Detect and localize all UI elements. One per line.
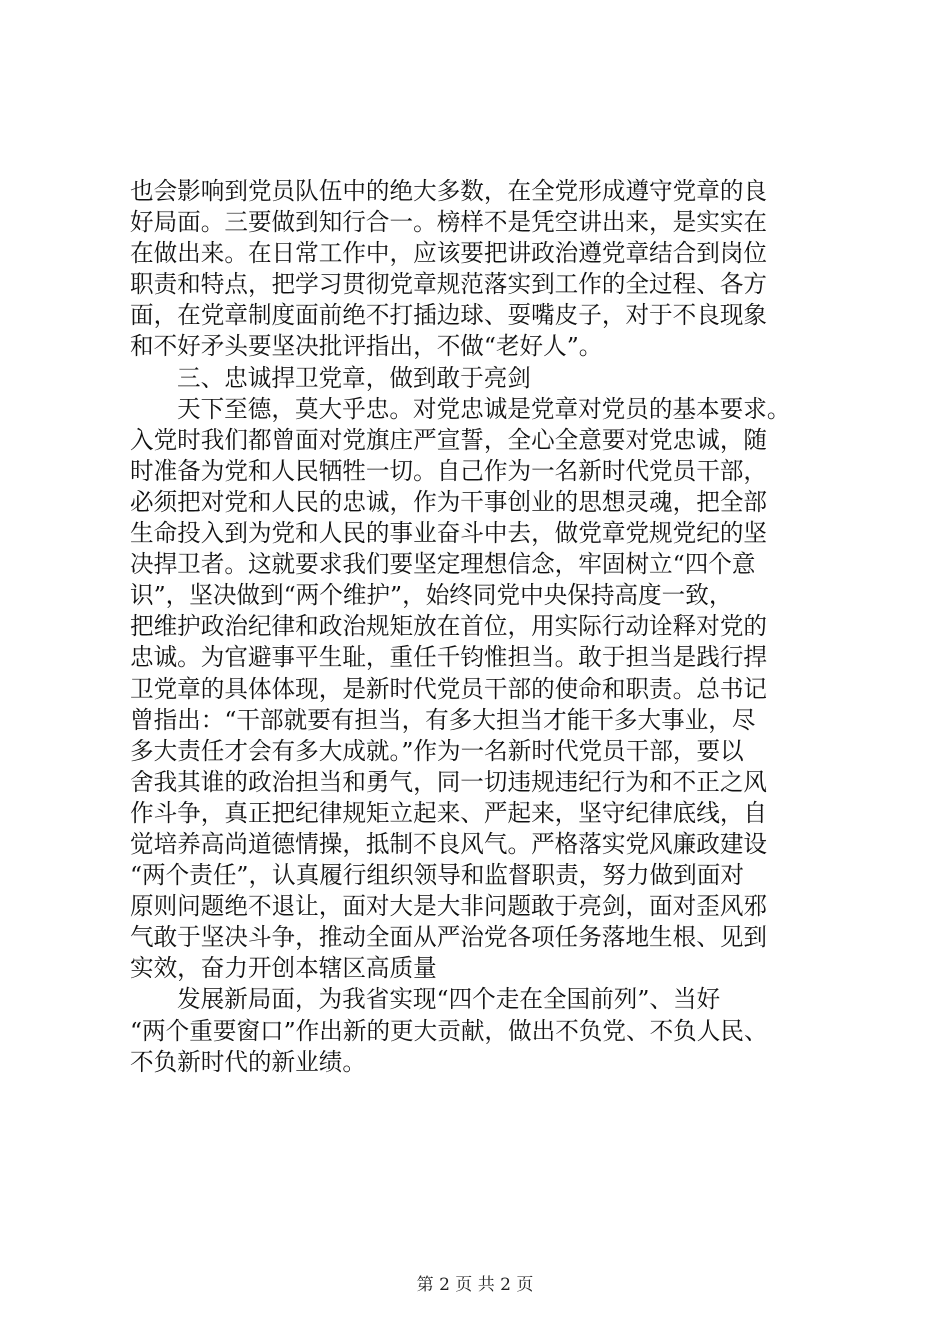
paragraph-line: 天下至德，莫大乎忠。对党忠诚是党章对党员的基本要求。 bbox=[177, 394, 791, 423]
paragraph-line: 和不好矛头要坚决批评指出，不做“老好人”。 bbox=[130, 332, 603, 361]
paragraph-line: 不负新时代的新业绩。 bbox=[130, 1047, 366, 1076]
paragraph-line: 作斗争，真正把纪律规矩立起来、严起来，坚守纪律底线，自 bbox=[130, 798, 768, 827]
paragraph-line: 气敢于坚决斗争，推动全面从严治党各项任务落地生根、见到 bbox=[130, 923, 768, 952]
paragraph-line: 生命投入到为党和人民的事业奋斗中去，做党章党规党纪的坚 bbox=[130, 519, 768, 548]
paragraph-line: 入党时我们都曾面对党旗庄严宣誓，全心全意要对党忠诚，随 bbox=[130, 425, 768, 454]
paragraph-line: 在做出来。在日常工作中，应该要把讲政治遵党章结合到岗位 bbox=[130, 239, 768, 268]
paragraph-line: 卫党章的具体体现，是新时代党员干部的使命和职责。总书记 bbox=[130, 674, 768, 703]
paragraph-line: 决捍卫者。这就要求我们要坚定理想信念，牢固树立“四个意 bbox=[130, 550, 756, 579]
section-heading: 三、忠诚捍卫党章，做到敢于亮剑 bbox=[177, 363, 531, 392]
paragraph-line: 原则问题绝不退让，面对大是大非问题敢于亮剑，面对歪风邪 bbox=[130, 892, 768, 921]
paragraph-line: “两个重要窗口”作出新的更大贡献，做出不负党、不负人民、 bbox=[130, 1016, 768, 1045]
paragraph-line: 多大责任才会有多大成就。”作为一名新时代党员干部，要以 bbox=[130, 736, 744, 765]
paragraph-line: 发展新局面，为我省实现“四个走在全国前列”、当好 bbox=[177, 985, 721, 1014]
paragraph-line: 时准备为党和人民牺牲一切。自己作为一名新时代党员干部， bbox=[130, 456, 768, 485]
paragraph-line: “两个责任”，认真履行组织领导和监督职责，努力做到面对 bbox=[130, 861, 744, 890]
document-body bbox=[130, 176, 830, 1078]
page-number-label: 第 2 页 共 2 页 bbox=[416, 1275, 534, 1295]
paragraph-line: 好局面。三要做到知行合一。榜样不是凭空讲出来，是实实在 bbox=[130, 208, 768, 237]
paragraph-line: 把维护政治纪律和政治规矩放在首位，用实际行动诠释对党的 bbox=[130, 612, 768, 641]
paragraph-line: 实效，奋力开创本辖区高质量 bbox=[130, 954, 437, 983]
paragraph-line: 曾指出：“干部就要有担当，有多大担当才能干多大事业，尽 bbox=[130, 705, 756, 734]
paragraph-line: 舍我其谁的政治担当和勇气，同一切违规违纪行为和不正之风 bbox=[130, 767, 768, 796]
paragraph-line: 忠诚。为官避事平生耻，重任千钧惟担当。敢于担当是践行捍 bbox=[130, 643, 768, 672]
page-footer bbox=[0, 1274, 950, 1296]
paragraph-line: 识”，坚决做到“两个维护”，始终同党中央保持高度一致， bbox=[130, 581, 733, 610]
paragraph-line: 也会影响到党员队伍中的绝大多数，在全党形成遵守党章的良 bbox=[130, 177, 768, 205]
paragraph-line: 必须把对党和人民的忠诚，作为干事创业的思想灵魂，把全部 bbox=[130, 487, 768, 516]
paragraph-line: 职责和特点，把学习贯彻党章规范落实到工作的全过程、各方 bbox=[130, 270, 768, 299]
paragraph-line: 面，在党章制度面前绝不打插边球、耍嘴皮子，对于不良现象 bbox=[130, 301, 768, 330]
paragraph-line: 觉培养高尚道德情操，抵制不良风气。严格落实党风廉政建设 bbox=[130, 829, 768, 858]
